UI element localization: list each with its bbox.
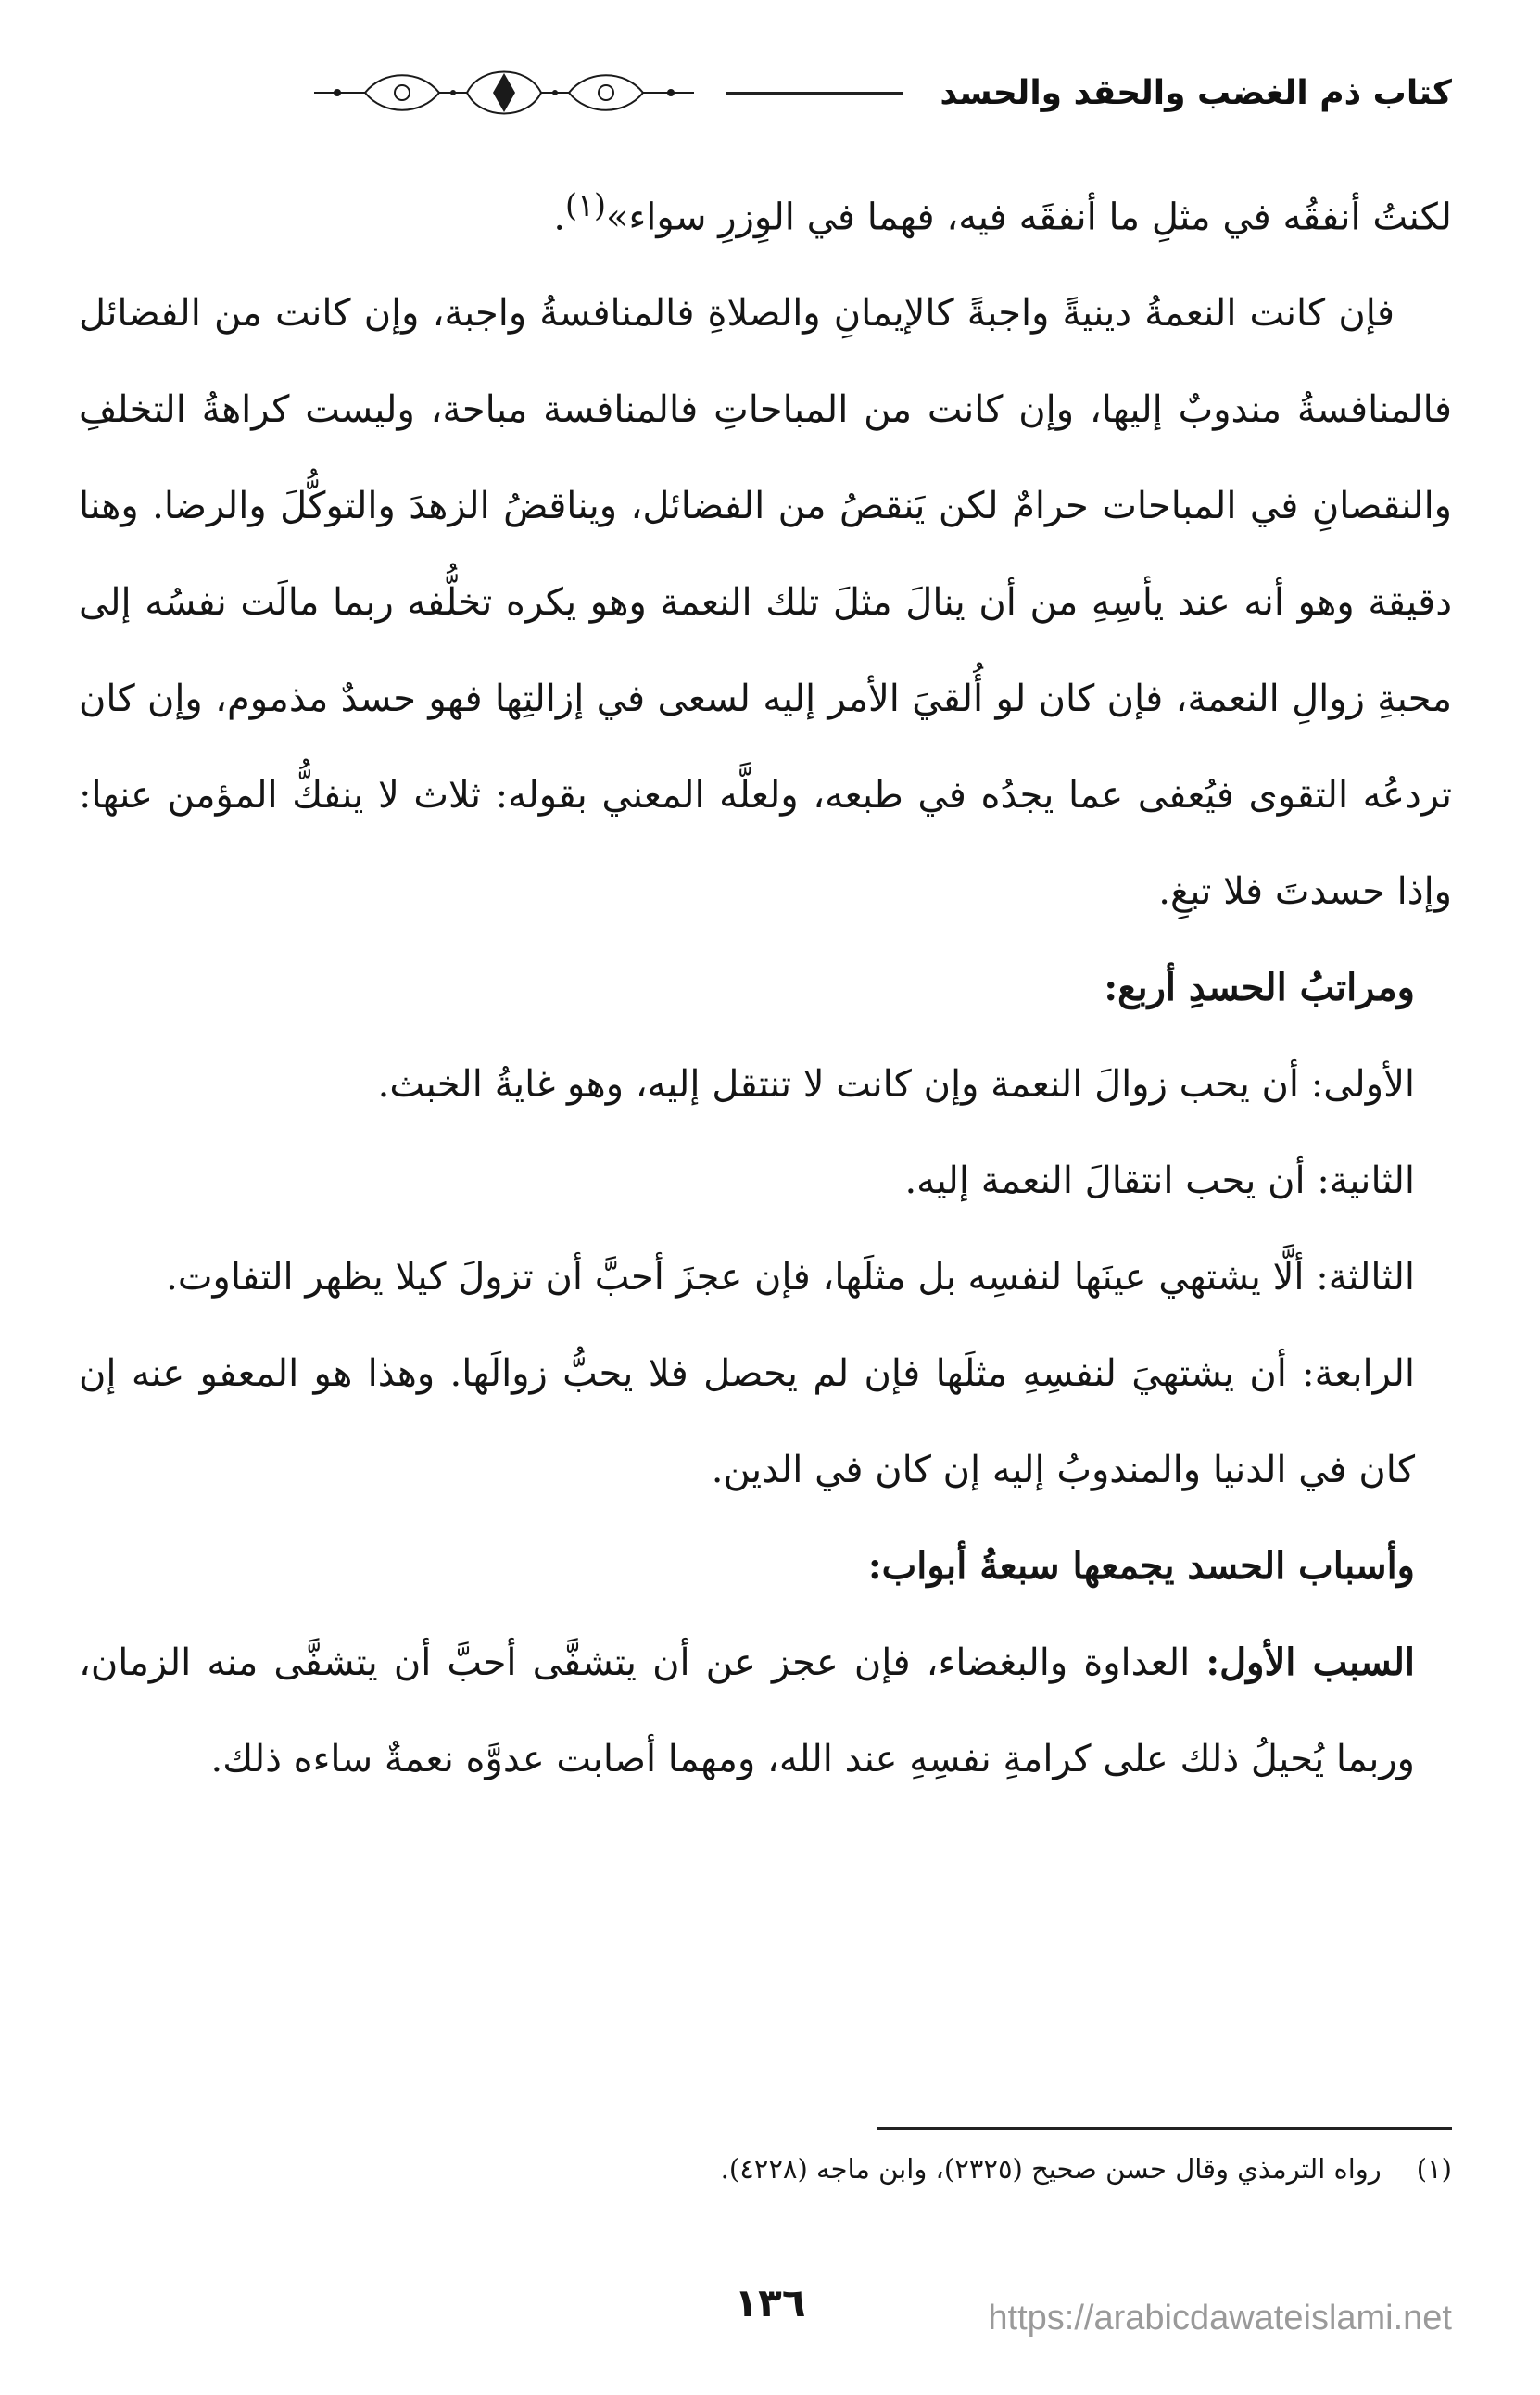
rank-fourth: الرابعة: أن يشتهيَ لنفسِهِ مثلَها فإن لم يحصل فلا يحبُّ زوالَها. وهذا هو المعفو عنه إن كان في الدنيا والمندوبُ إليه إن كان في الدين. — [79, 1352, 1415, 1492]
watermark-url: https://arabicdawateislami.net — [988, 2299, 1452, 2338]
paragraph-competition: فإن كانت النعمةُ دينيةً واجبةً كالإيمانِ والصلاةِ فالمنافسةُ واجبة، وإن كانت من الفضائل فالمنافسةُ مندوبٌ إليها، وإن كانت من المباحاتِ فالمنافسة مباحة، وليست كراهةُ التخلفِ والنقصانِ في المباحات حرامٌ لكن يَنقصُ من الفضائل، ويناقضُ الزهدَ والتوكُّلَ والرضا. وهنا دقيقة وهو أنه عند يأسِهِ من أن ينالَ مثلَ تلك النعمة وهو يكره تخلُّفه ربما مالَت نفسُه إلى محبةِ زوالِ النعمة، فإن كان لو أُلقيَ الأمر إليه لسعى في إزالتِها فهو حسدٌ مذموم، وإن كان تردعُه التقوى فيُعفى عما يجدُه في طبعه، ولعلَّه المعني بقوله: ثلاث لا ينفكُّ المؤمن عنها: وإذا حسدتَ فلا تبغِ. — [79, 292, 1453, 914]
heading-causes: وأسباب الحسد يجمعها سبعةُ أبواب: — [867, 1544, 1415, 1589]
rank-first: الأولى: أن يحب زوالَ النعمة وإن كانت لا تنتقل إليه، وهو غايةُ الخبث. — [377, 1063, 1415, 1107]
paragraph-quote-end — [79, 158, 1452, 265]
main-text — [79, 158, 1452, 1807]
rank-second: الثانية: أن يحب انتقالَ النعمة إليه. — [904, 1159, 1415, 1203]
page-header — [46, 37, 1452, 148]
header-ornament — [309, 60, 699, 125]
running-title: كتاب ذم الغضب والحقد والحسد — [940, 73, 1452, 112]
footnote-separator — [877, 2127, 1452, 2130]
footnote-text: رواه الترمذي وقال حسن صحيح (٢٣٢٥)، وابن ماجه (٤٢٢٨). — [720, 2153, 1382, 2185]
cause-first-text: العداوة والبغضاء، فإن عجز عن أن يتشفَّى أحبَّ أن يتشفَّى منه الزمان، وربما يُحيلُ ذلك على كرامةِ نفسِهِ عند الله، ومهما أصابت عدوَّه نعمةٌ ساءه ذلك. — [79, 1641, 1415, 1781]
footnote — [79, 2141, 1452, 2197]
paragraph-end-mark: . — [553, 196, 566, 239]
header-rule — [726, 92, 903, 95]
footnote-reference: (١) — [565, 187, 606, 223]
cause-first-lead: السبب الأول: — [1205, 1641, 1416, 1685]
paragraph-text: لكنتُ أنفقُه في مثلِ ما أنفقَه فيه، فهما في الوِزرِ سواء» — [605, 196, 1452, 239]
heading-ranks: ومراتبُ الحسدِ أربع: — [1104, 966, 1415, 1010]
page-number: ١٣٦ — [734, 2280, 806, 2325]
cause-first — [79, 1615, 1452, 1807]
footnote-number: (١) — [1416, 2153, 1452, 2185]
rank-third: الثالثة: ألَّا يشتهي عينَها لنفسِه بل مثلَها، فإن عجزَ أحبَّ أن تزولَ كيلا يظهر التفاوت. — [166, 1256, 1415, 1299]
